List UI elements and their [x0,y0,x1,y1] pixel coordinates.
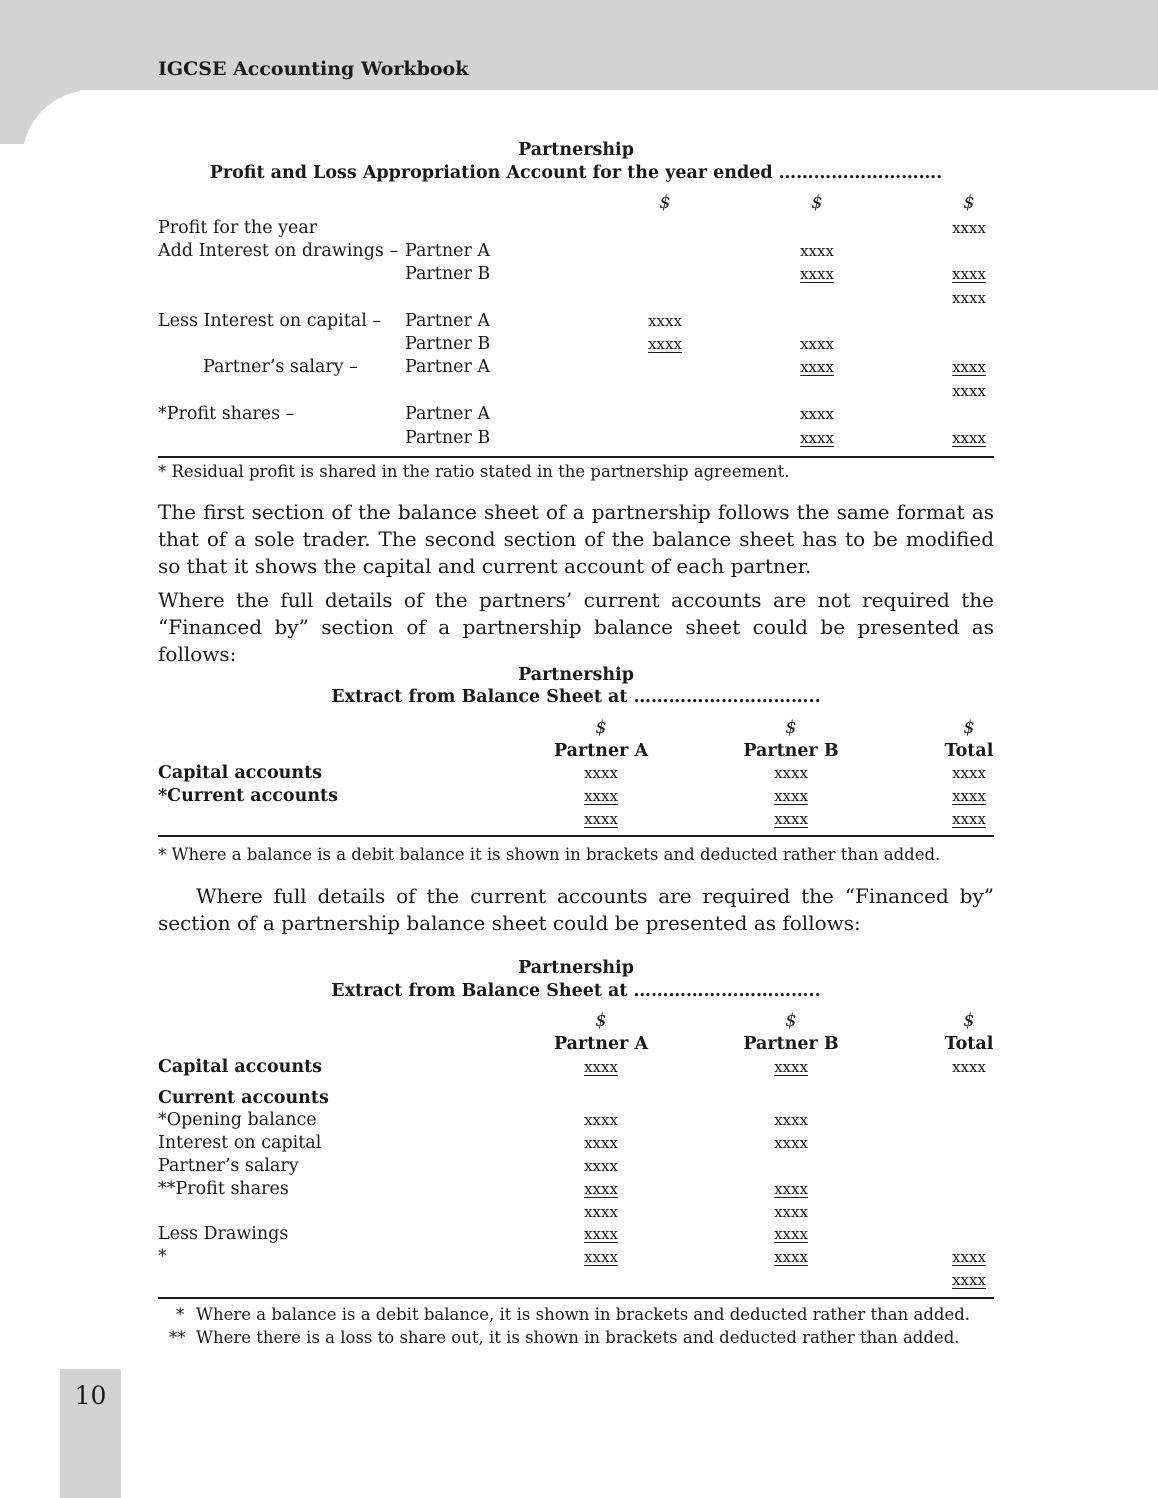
amount: xxxx [800,242,834,260]
column-header-partner-a: Partner A [553,1034,649,1054]
row-label: Interest on capital [158,1133,322,1153]
amount: xxxx [952,358,986,376]
amount: xxxx [584,1058,618,1076]
amount: xxxx [584,1134,618,1152]
row-label: Add Interest on drawings – [158,241,399,261]
amount: xxxx [774,1203,808,1221]
currency-header: $ [785,1011,797,1031]
amount: xxxx [952,382,986,400]
amount: xxxx [584,810,618,828]
amount: xxxx [774,810,808,828]
running-head: IGCSE Accounting Workbook [158,58,469,80]
partner-label: Partner B [405,334,491,354]
amount: xxxx [774,764,808,782]
footnote-mark: * [176,1305,185,1324]
amount: xxxx [774,1111,808,1129]
amount: xxxx [774,1134,808,1152]
footnote-mark: ** [169,1328,186,1347]
column-header-partner-b: Partner B [743,741,839,761]
table-rule [158,1297,994,1299]
currency-header: $ [785,718,797,738]
amount: xxxx [952,1248,986,1266]
amount: xxxx [774,1058,808,1076]
column-header-total: Total [944,741,994,761]
amount: xxxx [584,1157,618,1175]
column-header-total: Total [944,1034,994,1054]
amount: xxxx [952,429,986,447]
amount: xxxx [774,1248,808,1266]
appropriation-subtitle: Profit and Loss Appropriation Account for the year ended ………………………. [209,163,943,183]
footnote: Where there is a loss to share out, it is shown in brackets and deducted rather than added. [196,1328,960,1347]
page-number: 10 [74,1381,107,1410]
row-label: Capital accounts [158,1057,323,1077]
amount: xxxx [952,787,986,805]
row-label: *Current accounts [158,786,338,806]
table-rule [158,835,994,837]
body-paragraph: Where full details of the current accounts are required the “Financed by” section of a partnership balance sheet could be presented as follows: [158,884,994,935]
currency-header: $ [659,193,671,213]
body-paragraph: Where the full details of the partners’ current accounts are not required the “Financed by” section of a partnership balance sheet could be presented as follows: [158,588,994,666]
partner-label: Partner A [405,241,491,261]
partner-label: Partner B [405,264,491,284]
amount: xxxx [584,1180,618,1198]
row-label: Capital accounts [158,763,323,783]
amount: xxxx [584,764,618,782]
row-label: * [158,1247,167,1267]
table-rule [158,456,994,458]
extract-subtitle: Extract from Balance Sheet at ………………………….. [331,687,821,707]
partner-label: Partner B [405,428,491,448]
footnote: * Residual profit is shared in the ratio stated in the partnership agreement. [158,462,790,481]
body-paragraph: The first section of the balance sheet of a partnership follows the same format as that of a sole trader. The second section of the balance sheet has to be modified so that it shows the capital and current account of each partner. [158,500,994,578]
row-label: Partner’s salary [158,1156,299,1176]
column-header-partner-a: Partner A [553,741,649,761]
currency-header: $ [963,718,975,738]
column-header-partner-b: Partner B [743,1034,839,1054]
amount: xxxx [584,787,618,805]
row-label: *Profit shares – [158,404,295,424]
amount: xxxx [774,1180,808,1198]
amount: xxxx [800,358,834,376]
currency-header: $ [963,193,975,213]
amount: xxxx [774,1225,808,1243]
header-curve [22,90,162,230]
amount: xxxx [952,219,986,237]
amount: xxxx [774,787,808,805]
amount: xxxx [952,1271,986,1289]
amount: xxxx [584,1203,618,1221]
row-label: Less Interest on capital – [158,311,382,331]
amount: xxxx [584,1111,618,1129]
appropriation-title: Partnership [518,140,634,160]
amount: xxxx [584,1225,618,1243]
row-label: *Opening balance [158,1110,317,1130]
footnote: * Where a balance is a debit balance it is shown in brackets and deducted rather than added. [158,845,941,864]
extract-subtitle: Extract from Balance Sheet at ………………………….. [331,981,821,1001]
amount: xxxx [584,1248,618,1266]
row-label: Partner’s salary – [203,357,358,377]
currency-header: $ [811,193,823,213]
amount: xxxx [952,289,986,307]
partner-label: Partner A [405,311,491,331]
row-label: Current accounts [158,1088,329,1108]
footnote: Where a balance is a debit balance, it is shown in brackets and deducted rather than added. [196,1305,971,1324]
row-label: Profit for the year [158,218,318,238]
row-label: Less Drawings [158,1224,289,1244]
extract-title: Partnership [518,958,634,978]
extract-title: Partnership [518,665,634,685]
amount: xxxx [952,810,986,828]
currency-header: $ [595,1011,607,1031]
partner-label: Partner A [405,404,491,424]
amount: xxxx [800,429,834,447]
amount: xxxx [952,1058,986,1076]
currency-header: $ [595,718,607,738]
partner-label: Partner A [405,357,491,377]
amount: xxxx [800,265,834,283]
amount: xxxx [952,265,986,283]
currency-header: $ [963,1011,975,1031]
amount: xxxx [800,335,834,353]
row-label: **Profit shares [158,1179,289,1199]
amount: xxxx [648,312,682,330]
amount: xxxx [648,335,682,353]
amount: xxxx [800,405,834,423]
amount: xxxx [952,764,986,782]
